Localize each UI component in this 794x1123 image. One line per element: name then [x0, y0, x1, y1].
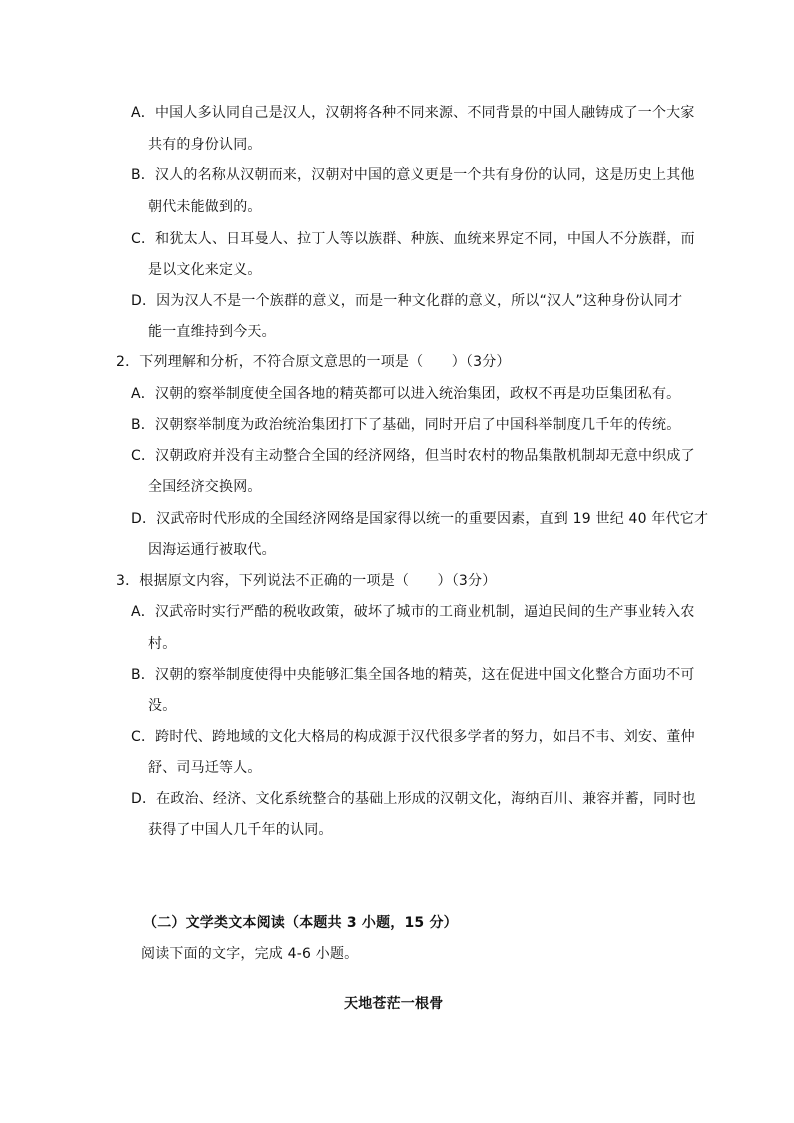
q2-option-d-line2: 因海运通行被取代。: [148, 542, 276, 558]
q1-option-c-line2: 是以文化来定义。: [148, 262, 262, 278]
q2-stem: 2．下列理解和分析，不符合原文意思的一项是（ ）（3分）: [116, 354, 511, 370]
article-title: 天地苍茫一根骨: [344, 996, 444, 1012]
q2-option-b: B．汉朝察举制度为政治统治集团打下了基础，同时开启了中国科举制度几千年的传统。: [131, 417, 681, 433]
section-heading: （二）文学类文本阅读（本题共 3 小题，15 分）: [143, 915, 458, 931]
q3-option-a-line2: 村。: [148, 636, 177, 652]
q3-option-d-line2: 获得了中国人几千年的认同。: [148, 822, 333, 838]
q2-option-c-line1: C．汉朝政府并没有主动整合全国的经济网络，但当时农村的物品集散机制却无意中织成了: [131, 448, 695, 464]
q3-option-a-line1: A．汉武帝时实行严酷的税收政策，破坏了城市的工商业机制，逼迫民间的生产事业转入农: [131, 604, 695, 620]
q1-option-d-line2: 能一直维持到今天。: [148, 324, 276, 340]
q3-option-d-line1: D．在政治、经济、文化系统整合的基础上形成的汉朝文化，海纳百川、兼容并蓄，同时也: [131, 791, 696, 807]
q3-option-c-line1: C．跨时代、跨地域的文化大格局的构成源于汉代很多学者的努力，如吕不韦、刘安、董仲: [131, 729, 695, 745]
q1-option-b-line1: B．汉人的名称从汉朝而来，汉朝对中国的意义更是一个共有身份的认同，这是历史上其他: [131, 167, 695, 183]
q2-option-a: A．汉朝的察举制度使全国各地的精英都可以进入统治集团，政权不再是功臣集团私有。: [131, 386, 681, 402]
q1-option-d-line1: D．因为汉人不是一个族群的意义，而是一种文化群的意义，所以“汉人”这种身份认同才: [131, 293, 683, 309]
q1-option-a-line1: A．中国人多认同自己是汉人，汉朝将各种不同来源、不同背景的中国人融铸成了一个大家: [131, 105, 695, 121]
q3-option-b-line2: 没。: [148, 698, 177, 714]
q2-option-d-line1: D．汉武帝时代形成的全国经济网络是国家得以统一的重要因素，直到 19 世纪 40 年代它才: [131, 511, 709, 527]
q3-option-c-line2: 舒、司马迁等人。: [148, 760, 262, 776]
q3-stem: 3．根据原文内容，下列说法不正确的一项是（ ）（3分）: [116, 573, 497, 589]
q1-option-c-line1: C．和犹太人、日耳曼人、拉丁人等以族群、种族、血统来界定不同，中国人不分族群，而: [131, 231, 695, 247]
section-instruction: 阅读下面的文字，完成 4-6 小题。: [141, 946, 359, 962]
q1-option-b-line2: 朝代未能做到的。: [148, 199, 262, 215]
q1-option-a-line2: 共有的身份认同。: [148, 137, 262, 153]
q2-option-c-line2: 全国经济交换网。: [148, 479, 262, 495]
q3-option-b-line1: B．汉朝的察举制度使得中央能够汇集全国各地的精英，这在促进中国文化整合方面功不可: [131, 667, 695, 683]
